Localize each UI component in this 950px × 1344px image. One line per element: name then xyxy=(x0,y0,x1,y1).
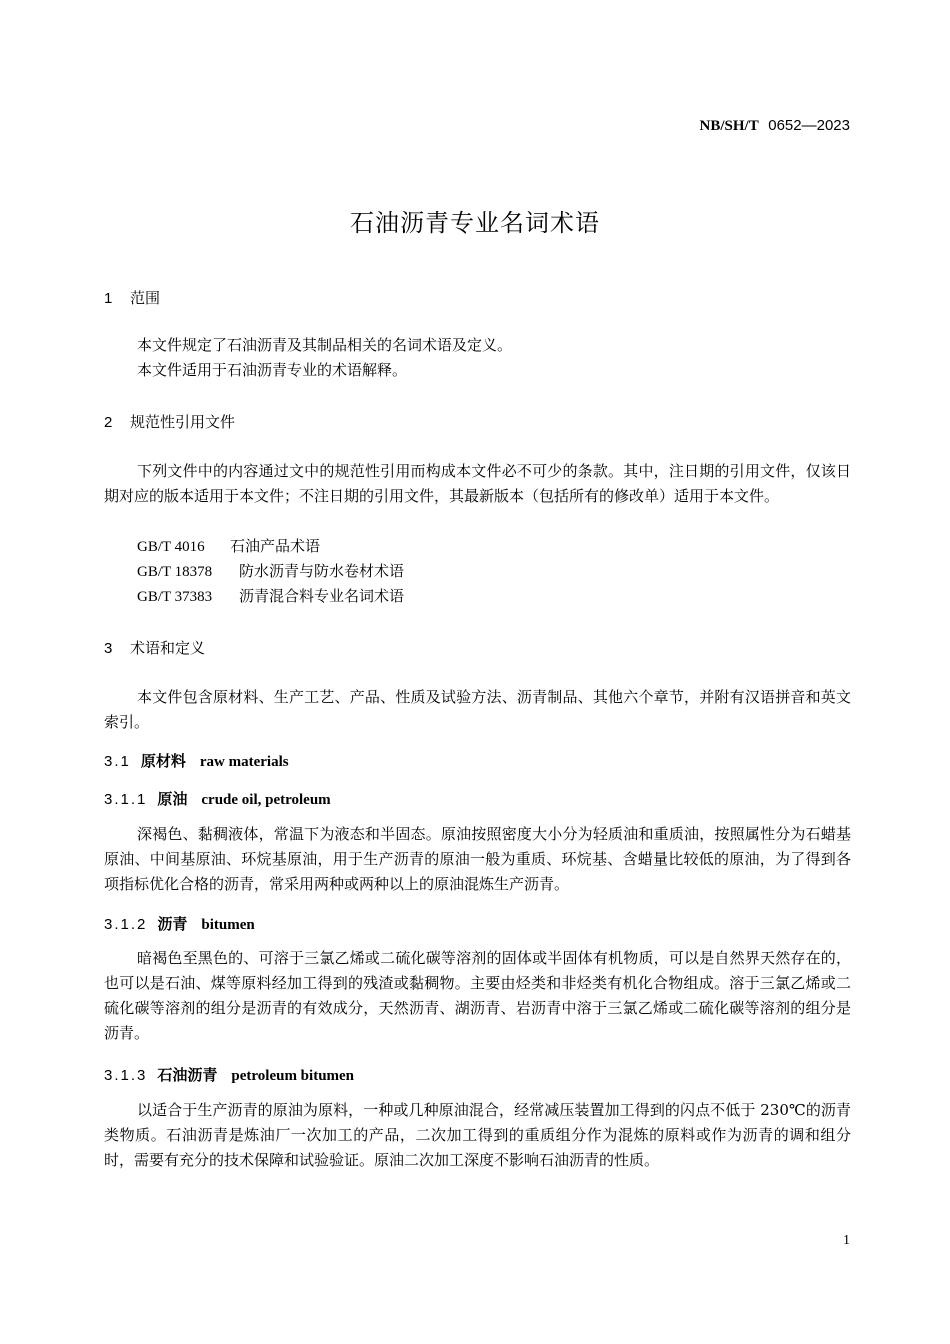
subsection-title-zh: 原材料 xyxy=(140,752,186,770)
section-1-paragraph-2: 本文件适用于石油沥青专业的术语解释。 xyxy=(137,361,408,379)
section-1-paragraph-1: 本文件规定了石油沥青及其制品相关的名词术语及定义。 xyxy=(137,336,513,354)
term-en: bitumen xyxy=(201,917,255,933)
section-number: 1 xyxy=(104,290,113,307)
term-heading xyxy=(104,1064,354,1085)
subsection-title-en: raw materials xyxy=(199,754,289,770)
reference-item xyxy=(137,584,404,610)
section-number: 3 xyxy=(104,640,113,657)
section-2-heading xyxy=(104,411,235,432)
term-heading xyxy=(104,788,331,809)
term-definition: 深褐色、黏稠液体，常温下为液态和半固态。原油按照密度大小分为轻质油和重质油，按照属性分为石蜡基原油、中间基原油、环烷基原油，用于生产沥青的原油一般为重质、环烷基、含蜡量比较低的原油，为了得到各项指标优化合格的沥青，常采用两种或两种以上的原油混炼生产沥青。 xyxy=(104,825,851,893)
term-number: 3.1.1 xyxy=(104,791,148,808)
section-title: 范围 xyxy=(130,289,161,307)
reference-item xyxy=(137,534,320,560)
section-3-heading xyxy=(104,637,205,658)
term-zh: 原油 xyxy=(157,790,188,808)
standard-number: 0652—2023 xyxy=(768,117,850,134)
term-en: crude oil, petroleum xyxy=(201,792,331,808)
section-number: 2 xyxy=(104,414,113,431)
term-number: 3.1.3 xyxy=(104,1067,148,1084)
reference-title: 石油产品术语 xyxy=(230,537,321,555)
term-definition: 以适合于生产沥青的原油为原料，一种或几种原油混合，经常减压装置加工得到的闪点不低于 230℃的沥青类物质。石油沥青是炼油厂一次加工的产品，二次加工得到的重质组分作为混炼的原料或作为沥青的调和组分时，需要有充分的技术保障和试验验证。原油二次加工深度不影响石油沥青的性质。 xyxy=(104,1101,851,1169)
term-en: petroleum bitumen xyxy=(231,1068,355,1084)
standard-prefix: NB/SH/T xyxy=(699,118,759,134)
reference-code: GB/T 4016 xyxy=(137,539,205,555)
term-definition: 暗褐色至黑色的、可溶于三氯乙烯或二硫化碳等溶剂的固体或半固体有机物质，可以是自然界天然存在的，也可以是石油、煤等原料经加工得到的残渣或黏稠物。主要由烃类和非烃类有机化合物组成。溶于三氯乙烯或二硫化碳等溶剂的组分是沥青的有效成分，天然沥青、湖沥青、岩沥青中溶于三氯乙烯或二硫化碳等溶剂的组分是沥青。 xyxy=(104,949,851,1042)
reference-code: GB/T 37383 xyxy=(137,589,213,605)
reference-title: 沥青混合料专业名词术语 xyxy=(239,587,405,605)
term-zh: 沥青 xyxy=(157,915,188,933)
term-number: 3.1.2 xyxy=(104,916,148,933)
reference-item xyxy=(137,559,404,585)
page-number: 1 xyxy=(843,1233,850,1248)
section-title: 规范性引用文件 xyxy=(130,413,236,431)
document-title: 石油沥青专业名词术语 xyxy=(350,209,600,237)
reference-title: 防水沥青与防水卷材术语 xyxy=(239,562,405,580)
standard-code xyxy=(700,116,850,135)
reference-code: GB/T 18378 xyxy=(137,564,213,580)
section-3-paragraph: 本文件包含原材料、生产工艺、产品、性质及试验方法、沥青制品、其他六个章节，并附有汉语拼音和英文索引。 xyxy=(104,688,851,731)
section-title: 术语和定义 xyxy=(130,639,206,657)
term-zh: 石油沥青 xyxy=(157,1066,218,1084)
subsection-number: 3.1 xyxy=(104,753,131,770)
term-heading xyxy=(104,913,255,934)
subsection-heading xyxy=(104,750,289,771)
section-2-paragraph: 下列文件中的内容通过文中的规范性引用而构成本文件必不可少的条款。其中，注日期的引用文件，仅该日期对应的版本适用于本文件；不注日期的引用文件，其最新版本（包括所有的修改单）适用于本文件。 xyxy=(104,462,851,505)
section-1-heading xyxy=(104,287,160,308)
